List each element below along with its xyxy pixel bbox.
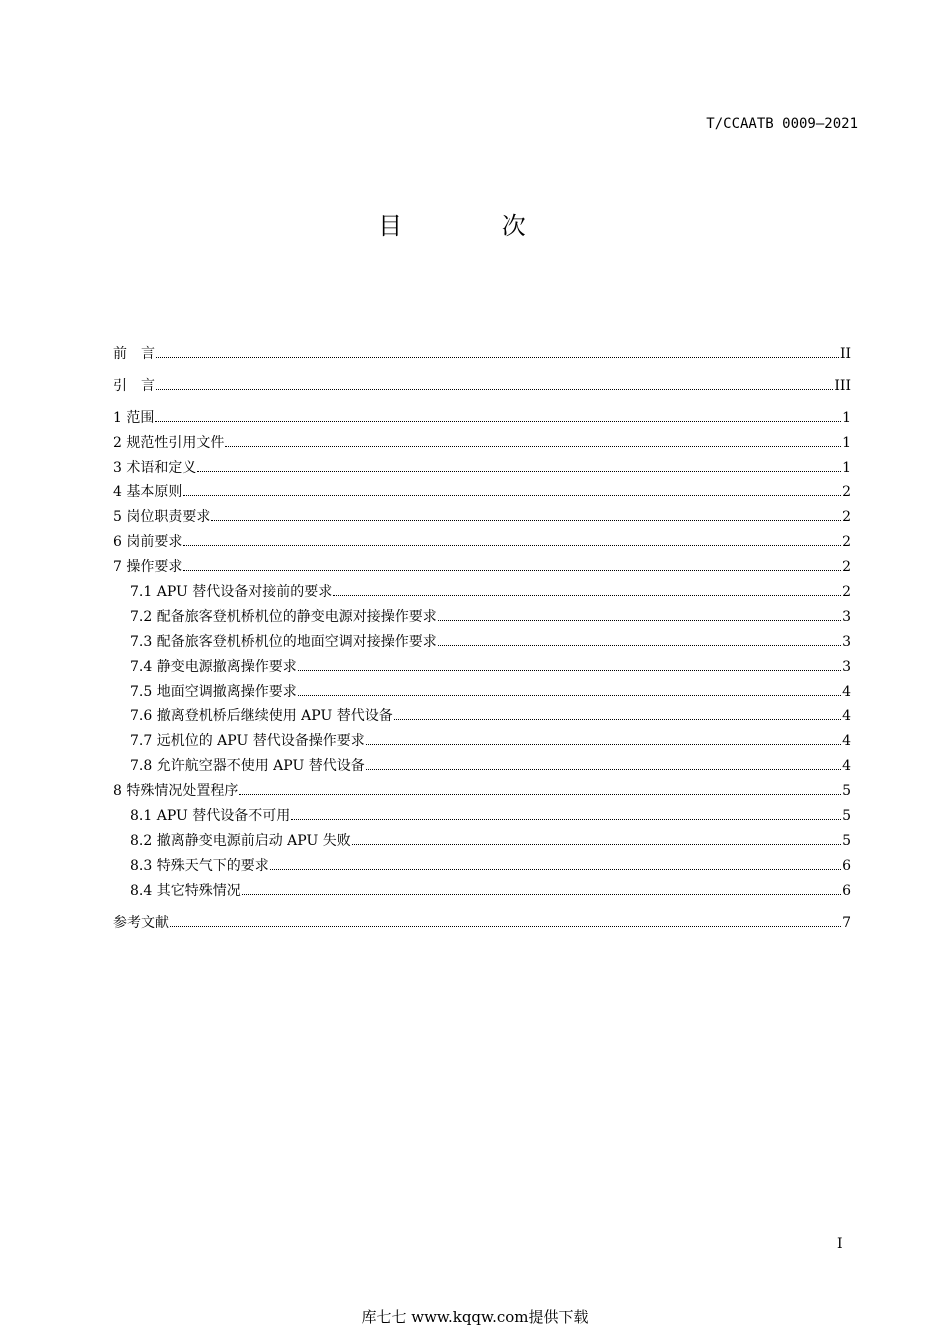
- toc-entry-8-1[interactable]: [113, 805, 851, 830]
- toc-entry-foreword[interactable]: [113, 343, 851, 368]
- toc-page: 6: [842, 882, 851, 899]
- toc-entry-8-4[interactable]: [113, 880, 851, 905]
- toc-label: 7.2 配备旅客登机桥机位的静变电源对接操作要求: [130, 608, 437, 625]
- dot-leader: [291, 819, 841, 820]
- toc-label: 参考文献: [113, 914, 169, 931]
- toc-entry-references[interactable]: [113, 912, 851, 937]
- dot-leader: [197, 471, 841, 472]
- toc-page: 5: [842, 783, 851, 800]
- page-title: 目 次: [378, 212, 572, 240]
- dot-leader: [394, 719, 841, 720]
- toc-entry-5[interactable]: [113, 506, 851, 531]
- toc-label: 8.2 撤离静变电源前启动 APU 失败: [130, 832, 351, 849]
- toc-entry-7-7[interactable]: [113, 730, 851, 755]
- toc-label: 6 岗前要求: [113, 534, 183, 551]
- toc-entry-3[interactable]: [113, 457, 851, 482]
- toc-page: 2: [842, 584, 851, 601]
- dot-leader: [333, 595, 841, 596]
- dot-leader: [270, 869, 841, 870]
- toc-page: 4: [842, 758, 851, 775]
- toc-label: 7 操作要求: [113, 559, 183, 576]
- toc-label: 2 规范性引用文件: [113, 434, 225, 451]
- toc-page: 4: [842, 683, 851, 700]
- toc-label: 7.1 APU 替代设备对接前的要求: [130, 584, 333, 601]
- toc-page: 3: [842, 658, 851, 675]
- toc-page: 5: [842, 832, 851, 849]
- toc-page: 2: [842, 484, 851, 501]
- dot-leader: [298, 695, 841, 696]
- toc-label: 5 岗位职责要求: [113, 509, 211, 526]
- toc-label: 1 范围: [113, 409, 155, 426]
- dot-leader: [156, 389, 833, 390]
- toc-entry-7-2[interactable]: [113, 606, 851, 631]
- toc-label: 前 言: [113, 346, 155, 362]
- toc-page: 2: [842, 534, 851, 551]
- toc-page: II: [839, 346, 851, 362]
- dot-leader: [211, 520, 841, 521]
- toc-entry-7-6[interactable]: [113, 705, 851, 730]
- toc-entry-7-1[interactable]: [113, 581, 851, 606]
- toc-label: 4 基本原则: [113, 484, 183, 501]
- dot-leader: [225, 446, 841, 447]
- toc-label: 8 特殊情况处置程序: [113, 783, 239, 800]
- dot-leader: [438, 645, 841, 646]
- toc-entry-7-8[interactable]: [113, 755, 851, 780]
- page-number: I: [837, 1236, 843, 1252]
- toc-label: 8.1 APU 替代设备不可用: [130, 808, 291, 825]
- dot-leader: [352, 844, 841, 845]
- toc-page: 1: [842, 434, 851, 451]
- toc-entry-8-3[interactable]: [113, 855, 851, 880]
- toc-entry-7[interactable]: [113, 556, 851, 581]
- toc-entry-7-5[interactable]: [113, 681, 851, 706]
- toc-label: 7.8 允许航空器不使用 APU 替代设备: [130, 758, 365, 775]
- download-footer: 库七七 www.kqqw.com提供下载: [361, 1308, 589, 1326]
- toc-label: 7.4 静变电源撤离操作要求: [130, 658, 297, 675]
- toc-page: 6: [842, 857, 851, 874]
- toc-label: 引 言: [113, 377, 155, 394]
- toc-label: 7.5 地面空调撤离操作要求: [130, 683, 297, 700]
- toc-label: 7.6 撤离登机桥后继续使用 APU 替代设备: [130, 708, 393, 725]
- toc-entry-1[interactable]: [113, 407, 851, 432]
- toc-page: 1: [842, 459, 851, 476]
- toc-entry-introduction[interactable]: [113, 375, 851, 400]
- dot-leader: [298, 670, 841, 671]
- toc-entry-2[interactable]: [113, 432, 851, 457]
- toc-page: 2: [842, 559, 851, 576]
- dot-leader: [366, 744, 841, 745]
- toc-page: 7: [842, 914, 851, 931]
- toc-page: 3: [842, 633, 851, 650]
- toc-label: 3 术语和定义: [113, 459, 197, 476]
- table-of-contents: [113, 343, 851, 936]
- toc-page: 5: [842, 808, 851, 825]
- standard-code: T/CCAATB 0009—2021: [706, 116, 858, 132]
- dot-leader: [155, 421, 841, 422]
- toc-label: 7.7 远机位的 APU 替代设备操作要求: [130, 733, 365, 750]
- toc-entry-7-3[interactable]: [113, 631, 851, 656]
- dot-leader: [170, 926, 841, 927]
- toc-page: 1: [842, 409, 851, 426]
- toc-entry-8[interactable]: [113, 780, 851, 805]
- toc-label: 7.3 配备旅客登机桥机位的地面空调对接操作要求: [130, 633, 437, 650]
- dot-leader: [156, 357, 839, 358]
- dot-leader: [183, 545, 841, 546]
- toc-entry-8-2[interactable]: [113, 830, 851, 855]
- toc-entry-4[interactable]: [113, 481, 851, 506]
- toc-entry-7-4[interactable]: [113, 656, 851, 681]
- dot-leader: [239, 794, 841, 795]
- toc-page: III: [834, 377, 851, 394]
- toc-page: 4: [842, 708, 851, 725]
- dot-leader: [242, 894, 841, 895]
- toc-entry-6[interactable]: [113, 531, 851, 556]
- dot-leader: [438, 620, 841, 621]
- toc-label: 8.3 特殊天气下的要求: [130, 857, 269, 874]
- toc-page: 2: [842, 509, 851, 526]
- dot-leader: [183, 495, 841, 496]
- toc-label: 8.4 其它特殊情况: [130, 882, 241, 899]
- dot-leader: [366, 769, 841, 770]
- dot-leader: [183, 570, 841, 571]
- toc-page: 3: [842, 608, 851, 625]
- toc-page: 4: [842, 733, 851, 750]
